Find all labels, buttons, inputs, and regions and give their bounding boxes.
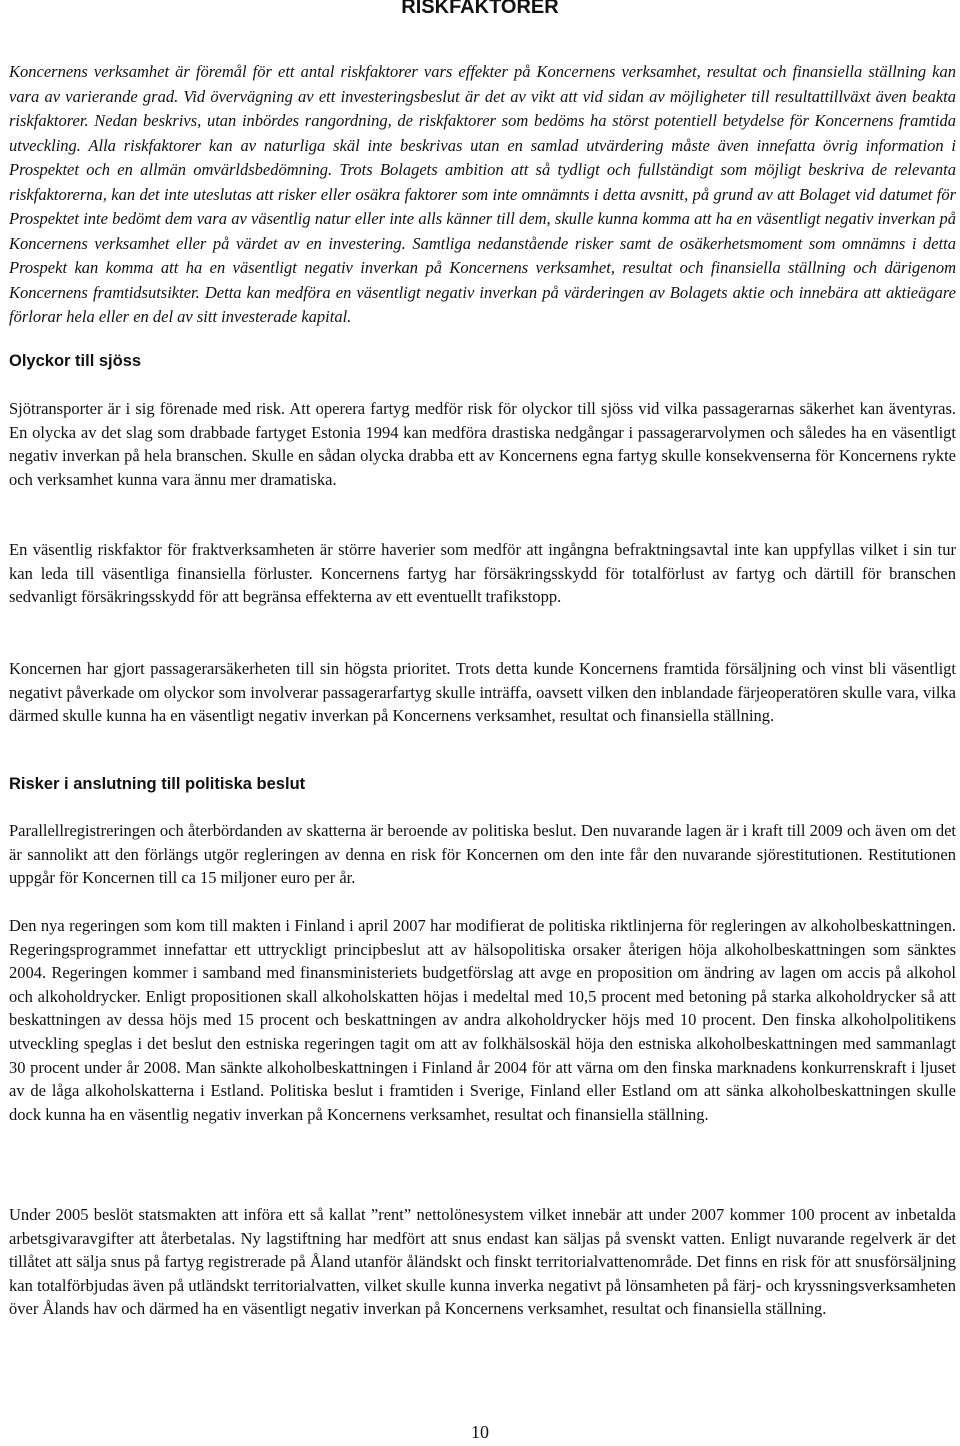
page-title: RISKFAKTORER (401, 0, 559, 18)
section-1-paragraph-1: Sjötransporter är i sig förenade med risk. Att operera fartyg medför risk för olyckor till sjöss vid vilka passagerarnas säkerhet kan äventyras. En olycka av det slag som drabbade fartyget Estonia 1994 kan medföra drastiska nedgångar i passagerarvolymen och således ha en väsentligt negativ inverkan på hela branschen. Skulle en sådan olycka drabba ett av Koncernens egna fartyg skulle konsekvenserna för Koncernens rykte och verksamhet kunna vara ännu mer dramatiska. (9, 399, 956, 489)
intro-paragraph: Koncernens verksamhet är föremål för ett antal riskfaktorer vars effekter på Koncernens verksamhet, resultat och finansiella ställning kan vara av varierande grad. Vid övervägning av ett investeringsbeslut är det av vikt att vid sidan av möjligheter till resultattillväxt även beakta riskfaktorer. Nedan beskrivs, utan inbördes rangordning, de riskfaktorer som bedöms ha störst potentiell betydelse för Koncernens framtida utveckling. Alla riskfaktorer kan av naturliga skäl inte beskrivas utan en samlad utvärdering måste även innefatta övrig information i Prospektet och en allmän omvärldsbedömning. Trots Bolagets ambition att så tydligt och fullständigt som möjligt beskriva de relevanta riskfaktorerna, kan det inte uteslutas att risker eller osäkra faktorer som inte omnämnts i detta avsnitt, på grund av att Bolaget vid datumet för Prospektet inte bedömt dem vara av väsentlig natur eller inte alls känner till dem, skulle kunna komma att ha en väsentligt negativ inverkan på Koncernens verksamhet eller på värdet av en investering. Samtliga nedanstående risker samt de osäkerhetsmoment som omnämns i detta Prospekt kan komma att ha en väsentligt negativ inverkan på Koncernens verksamhet, resultat och finansiella ställning och därigenom Koncernens framtidsutsikter. Detta kan medföra en väsentligt negativ inverkan på värderingen av Bolagets aktie och innebära att aktieägare förlorar hela eller en del av sitt investerade kapital. (9, 62, 956, 326)
section-heading-olyckor: Olyckor till sjöss (9, 352, 142, 370)
section-2-paragraph-1: Parallellregistreringen och återbördanden av skatterna är beroende av politiska beslut. Den nuvarande lagen är i kraft till 2009 och även om det är sannolikt att den förlängs utgör regleringen av denna en risk för Koncernen om den inte får den nuvarande sjörestitutionen. Restitutionen uppgår för Koncernen till ca 15 miljoner euro per år. (9, 821, 956, 888)
section-heading-politiska-beslut: Risker i anslutning till politiska beslut (9, 775, 306, 793)
section-1-paragraph-3: Koncernen har gjort passagerarsäkerheten till sin högsta prioritet. Trots detta kunde Koncernens framtida försäljning och vinst bli väsentligt negativt påverkade om olyckor som involverar passagerarfartyg skulle inträffa, oavsett vilken den inblandade färjeoperatören skulle vara, vilka därmed skulle kunna ha en väsentligt negativ inverkan på Koncernens verksamhet, resultat och finansiella ställning. (9, 659, 956, 726)
section-1-paragraph-2: En väsentlig riskfaktor för fraktverksamheten är större haverier som medför att ingångna befraktningsavtal inte kan uppfyllas vilket i sin tur kan leda till väsentliga finansiella förluster. Koncernens fartyg har försäkringsskydd för totalförlust av fartyg och därtill för branschen sedvanligt försäkringsskydd för att begränsa effekterna av ett eventuellt trafikstopp. (9, 540, 956, 607)
page-number: 10 (471, 1422, 489, 1442)
section-2-paragraph-3: Under 2005 beslöt statsmakten att införa ett så kallat ”rent” nettolönesystem vilket innebär att under 2007 kommer 100 procent av inbetalda arbetsgivaravgifter att återbetalas. Ny lagstiftning har medfört att snus endast kan säljas på svenskt vatten. Enligt nuvarande regelverk är det tillåtet att sälja snus på fartyg registrerade på Åland utanför åländskt och finskt territorialvattenområde. Det finns en risk för att snusförsäljning kan totalförbjudas även på utländskt territorialvatten, vilket skulle kunna inverka negativt på lönsamheten på färj- och kryssningsverksamheten över Ålands hav och därmed ha en väsentligt negativ inverkan på Koncernens verksamhet, resultat och finansiella ställning. (9, 1205, 956, 1319)
section-2-paragraph-2: Den nya regeringen som kom till makten i Finland i april 2007 har modifierat de politiska riktlinjerna för regleringen av alkoholbeskattningen. Regeringsprogrammet innefattar ett uttryckligt principbeslut att av hälsopolitiska orsaker återigen höja alkoholbeskattningen som sänktes 2004. Regeringen kommer i samband med finansministeriets budgetförslag att avge en proposition om ändring av lagen om accis på alkohol och alkoholdrycker. Enligt propositionen skall alkoholskatten höjas i medeltal med 10,5 procent med betoning på starka alkoholdrycker så att beskattningen av dessa höjs med 15 procent och beskattningen av andra alkoholdrycker höjs med 10 procent. Den finska alkoholpolitikens utveckling speglas i det beslut den estniska regeringen tagit om att av folkhälsoskäl höja den estniska alkoholbeskattningen med sammanlagt 30 procent under år 2008. Man sänkte alkoholbeskattningen i Finland år 2004 för att värna om den finska marknadens konkurrenskraft i ljuset av de låga alkoholskatterna i Estland. Politiska beslut i framtiden i Sverige, Finland eller Estland om att sänka alkoholbeskattningen skulle dock kunna ha en väsentlig negativ inverkan på Koncernens verksamhet, resultat och finansiella ställning. (9, 916, 956, 1124)
